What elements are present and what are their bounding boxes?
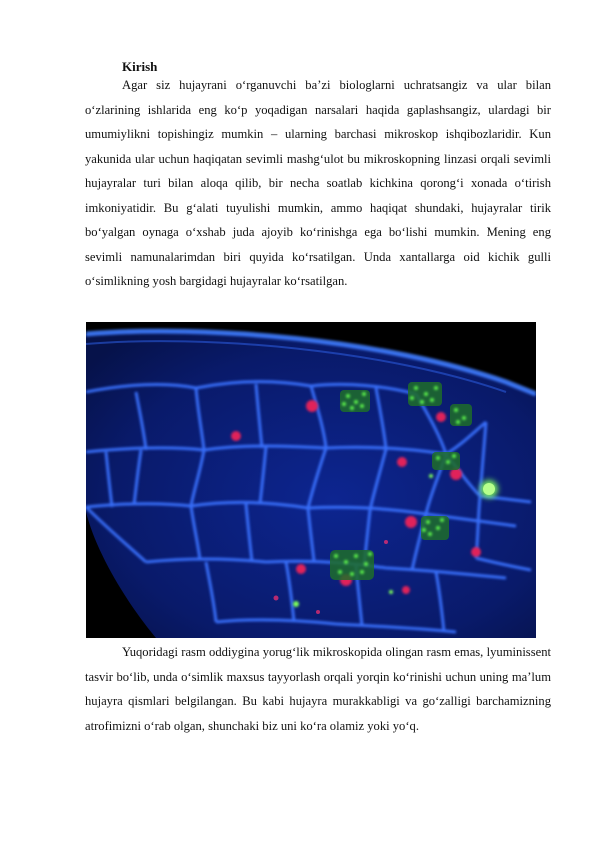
fluorescent-micrograph-image: [86, 322, 536, 638]
intro-paragraph: Agar siz hujayrani o‘rganuvchi ba’zi biologlarni uchratsangiz va ular bilan o‘zlarining ishlarida eng ko‘p yoqadigan narsalari haqida gaplashsangiz, ulardagi bir umumiylikni topishingiz mumkin – ularning barchasi mikroskop ishqibozlaridir. Kun yakunida ular uchun haqiqatan sevimli mashg‘ulot bu mikroskopning linzasi orqali sevimli hujayralar turi bilan aloqa qilib, bir necha soatlab kichkina qorong‘i xonada o‘tirish imkoniyatidir. Bu g‘alati tuyulishi mumkin, ammo haqiqat shundaki, hujayralar tirik bo‘yalgan oynaga o‘xshab juda ajoyib ko‘rinishga ega bo‘lishi mumkin. Mening eng sevimli namunalarimdan biri quyida ko‘rsatilgan. Unda xantallarga oid kichik gulli o‘simlikning yosh bargidagi hujayralar ko‘rsatilgan.: [85, 78, 551, 288]
description-paragraph: Yuqoridagi rasm oddiygina yorug‘lik mikroskopida olingan rasm emas, lyuminissent tasvir bo‘lib, unda o‘simlik maxsus tayyorlash orqali yorqin ko‘rinishi uchun uning ma’lum hujayra qismlari belgilangan. Bu kabi hujayra murakkabligi va go‘zalligi barchamizning atrofimizni o‘rab olgan, shunchaki biz uni ko‘ra olamiz yoki yo‘q.: [85, 645, 551, 733]
micrograph-illustration: [86, 322, 536, 638]
section-heading: Kirish: [122, 59, 158, 74]
